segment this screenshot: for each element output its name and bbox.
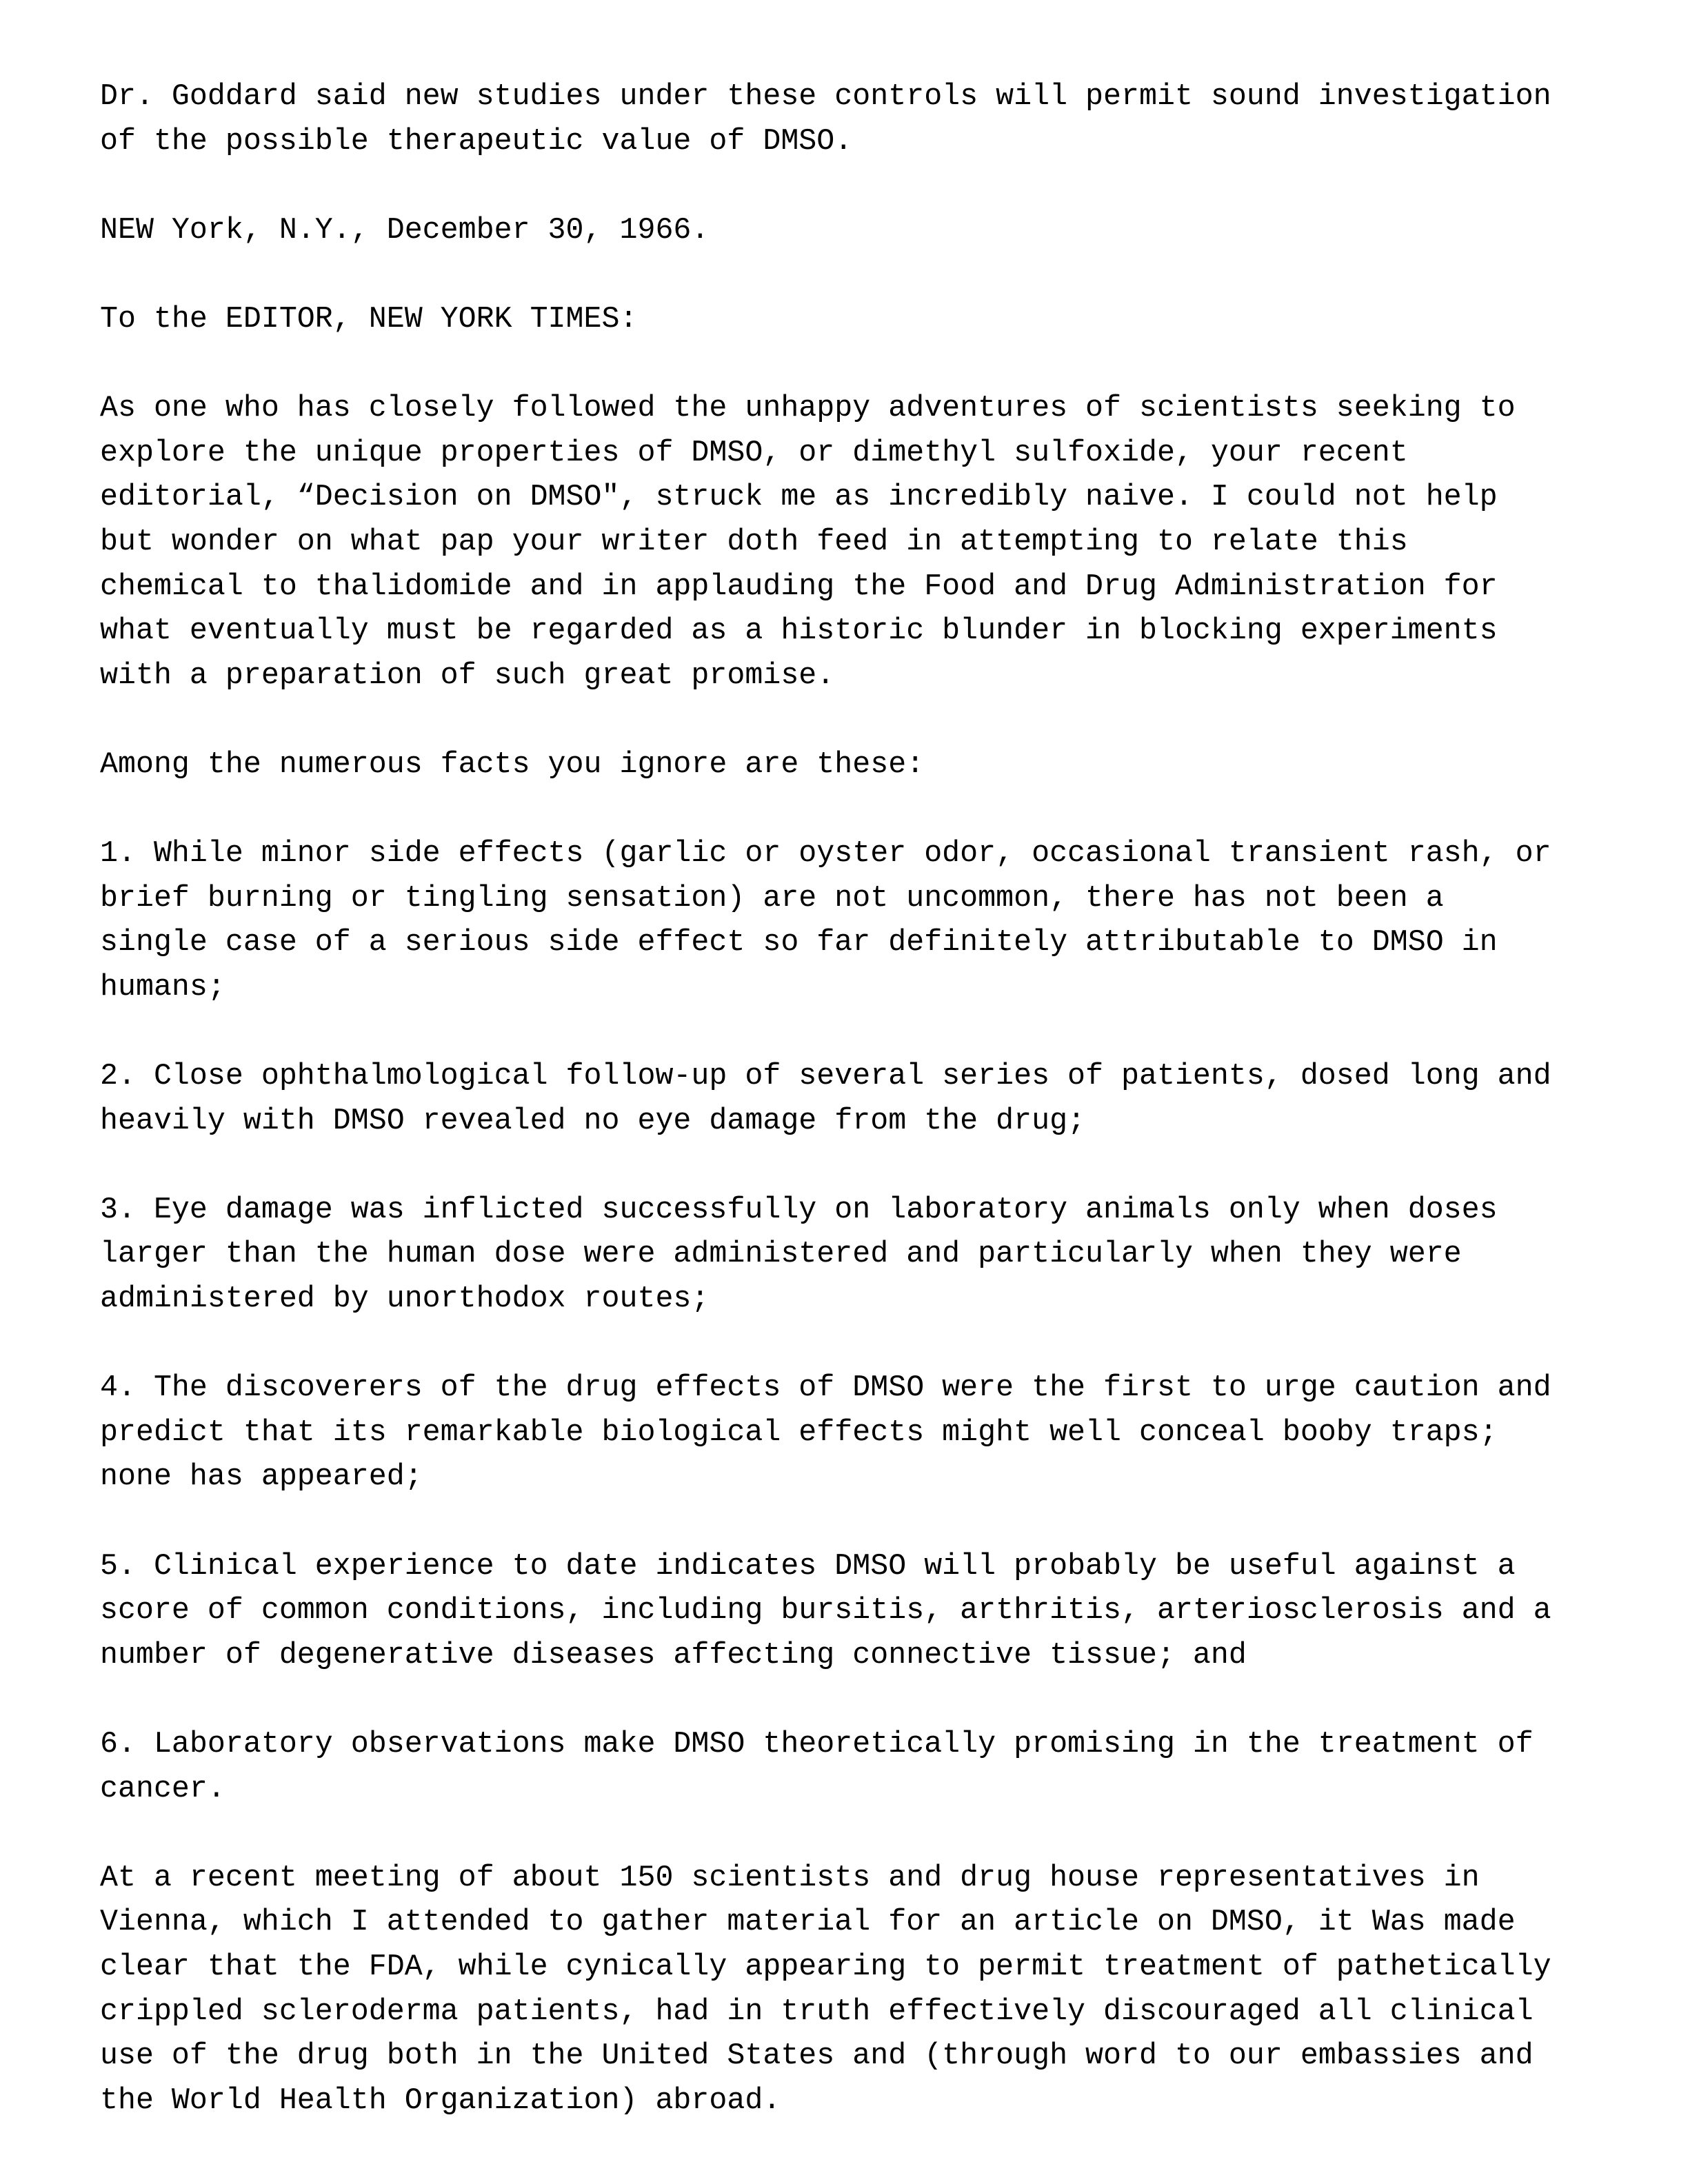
fact-item-1 [100, 832, 1688, 1010]
text-line: 3. Eye damage was inflicted successfully on laboratory animals only when doses [100, 1193, 1498, 1227]
text-line: number of degenerative diseases affecting connective tissue; and [100, 1638, 1247, 1672]
text-line: with a preparation of such great promise. [100, 658, 835, 693]
opening-paragraph [100, 387, 1688, 698]
intro-paragraph [100, 75, 1688, 164]
text-line: what eventually must be regarded as a historic blunder in blocking experiments [100, 614, 1498, 649]
text-line: Dr. Goddard said new studies under these controls will permit sound investigation [100, 80, 1551, 114]
text-line: predict that its remarkable biological effects might well conceal booby traps; [100, 1415, 1498, 1450]
text-line: Among the numerous facts you ignore are these: [100, 747, 925, 782]
text-line: Vienna, which I attended to gather material for an article on DMSO, it Was made [100, 1905, 1516, 1940]
fact-item-5 [100, 1545, 1688, 1679]
text-line: 1. While minor side effects (garlic or oyster odor, occasional transient rash, or [100, 837, 1551, 871]
text-line: 4. The discoverers of the drug effects of DMSO were the first to urge caution and [100, 1371, 1551, 1406]
text-line: of the possible therapeutic value of DMSO. [100, 124, 853, 159]
text-line: single case of a serious side effect so far definitely attributable to DMSO in [100, 926, 1498, 960]
text-line: 5. Clinical experience to date indicates DMSO will probably be useful against a [100, 1549, 1516, 1584]
closing-paragraph [100, 1857, 1688, 2124]
text-line: At a recent meeting of about 150 scientists and drug house representatives in [100, 1861, 1480, 1895]
text-line: clear that the FDA, while cynically appearing to permit treatment of pathetically [100, 1950, 1551, 1984]
salutation [100, 298, 1688, 343]
text-line: cancer. [100, 1772, 225, 1806]
text-line: none has appeared; [100, 1460, 423, 1495]
text-line: humans; [100, 970, 225, 1004]
text-line: explore the unique properties of DMSO, or dimethyl sulfoxide, your recent [100, 436, 1408, 470]
text-line: editorial, “Decision on DMSO", struck me as incredibly naive. I could not help [100, 481, 1498, 515]
fact-item-4 [100, 1366, 1688, 1500]
text-line: larger than the human dose were administered and particularly when they were [100, 1237, 1462, 1272]
text-line: To the EDITOR, NEW YORK TIMES: [100, 302, 638, 336]
text-line: score of common conditions, including bursitis, arthritis, arteriosclerosis and a [100, 1594, 1551, 1628]
text-line: crippled scleroderma patients, had in truth effectively discouraged all clinical [100, 1994, 1534, 2029]
text-line: brief burning or tingling sensation) are not uncommon, there has not been a [100, 881, 1444, 916]
text-line: As one who has closely followed the unhappy adventures of scientists seeking to [100, 392, 1516, 426]
text-line: chemical to thalidomide and in applauding the Food and Drug Administration for [100, 569, 1498, 604]
text-line: NEW York, N.Y., December 30, 1966. [100, 213, 710, 247]
text-line: use of the drug both in the United States and (through word to our embassies and [100, 2039, 1534, 2074]
text-line: administered by unorthodox routes; [100, 1282, 710, 1317]
fact-item-3 [100, 1189, 1688, 1322]
text-line: but wonder on what pap your writer doth feed in attempting to relate this [100, 525, 1408, 559]
fact-item-2 [100, 1055, 1688, 1144]
text-line: 6. Laboratory observations make DMSO theoretically promising in the treatment of [100, 1727, 1534, 1761]
facts-intro [100, 743, 1688, 788]
text-line: the World Health Organization) abroad. [100, 2083, 781, 2118]
text-line: heavily with DMSO revealed no eye damage from the drug; [100, 1104, 1086, 1138]
text-line: 2. Close ophthalmological follow-up of several series of patients, dosed long and [100, 1060, 1551, 1094]
dateline [100, 209, 1688, 254]
fact-item-6 [100, 1723, 1688, 1812]
